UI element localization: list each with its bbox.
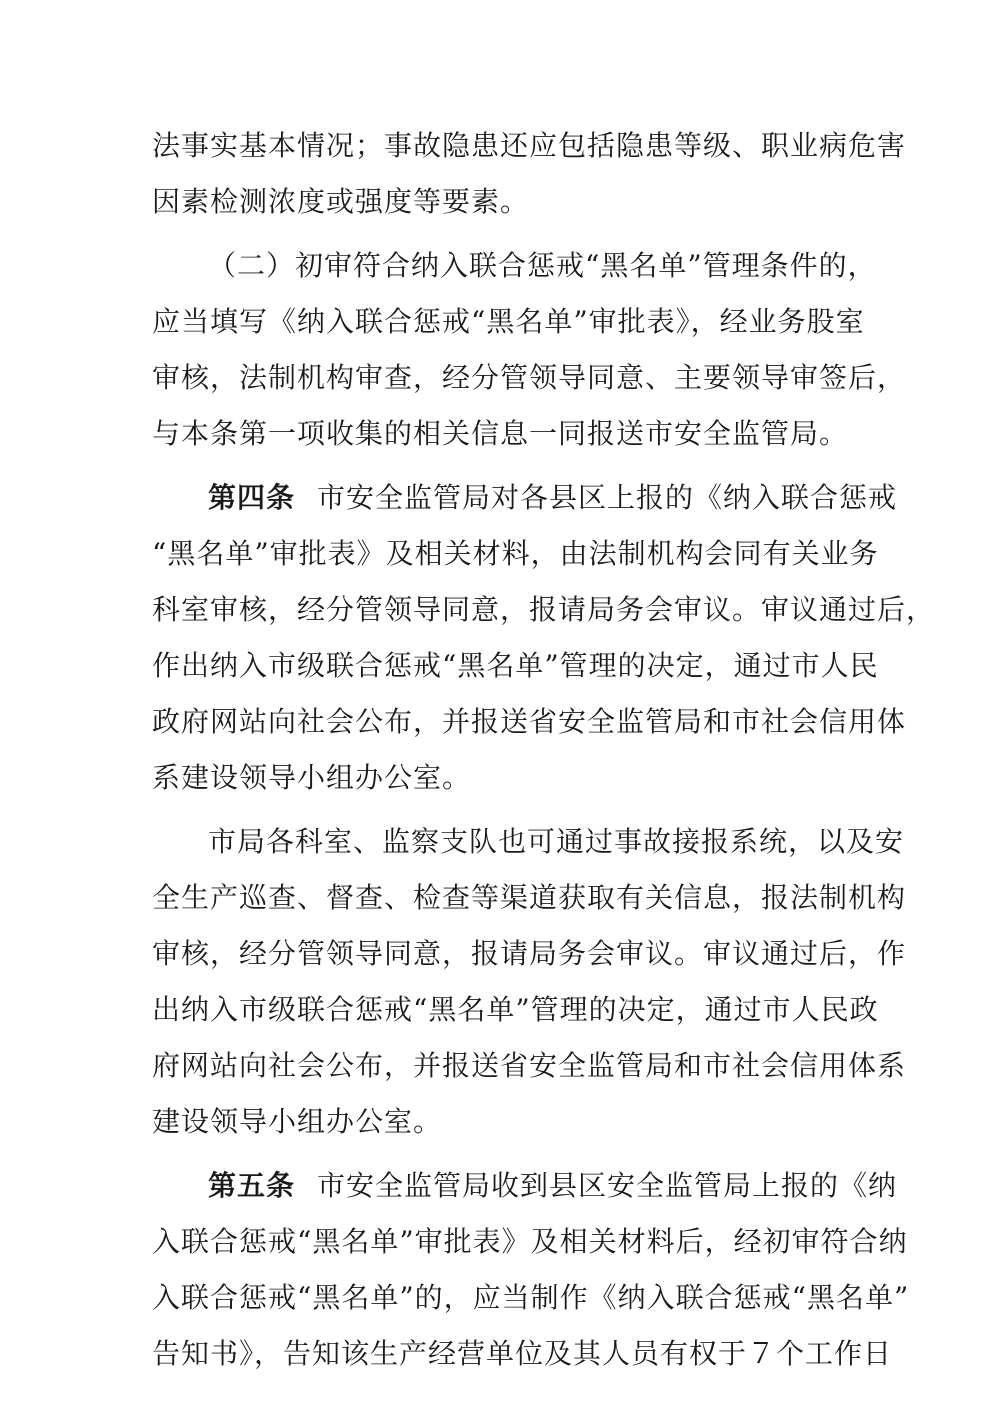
paragraph-line: 科室审核，经分管领导同意，报请局务会审议。审议通过后， xyxy=(152,593,936,626)
paragraph-line: 审核，法制机构审查，经分管领导同意、主要领导审签后， xyxy=(152,361,907,394)
paragraph-line-text: 市安全监管局收到县区安全监管局上报的《纳 xyxy=(317,1169,898,1202)
paragraph-line: 建设领导小组办公室。 xyxy=(152,1105,443,1138)
paragraph-line: 入联合惩戒“黑名单”的，应当制作《纳入联合惩戒“黑名单” xyxy=(152,1281,910,1314)
article-5-label: 第五条 xyxy=(208,1169,296,1202)
document-body xyxy=(152,118,936,1382)
paragraph-line: 审核，经分管领导同意，报请局务会审议。审议通过后，作 xyxy=(152,937,907,970)
paragraph-line: 政府网站向社会公布，并报送省安全监管局和市社会信用体 xyxy=(152,705,907,738)
article-5-first-line xyxy=(152,1158,898,1214)
paragraph-line: 全生产巡查、督查、检查等渠道获取有关信息，报法制机构 xyxy=(152,881,907,914)
paragraph-line: 市局各科室、监察支队也可通过事故接报系统，以及安 xyxy=(208,825,905,858)
paragraph-line: 系建设领导小组办公室。 xyxy=(152,761,472,794)
paragraph-line: 因素检测浓度或强度等要素。 xyxy=(152,185,530,218)
paragraph-line: 作出纳入市级联合惩戒“黑名单”管理的决定，通过市人民 xyxy=(152,649,879,682)
paragraph-line-text: 市安全监管局对各县区上报的《纳入联合惩戒 xyxy=(317,481,898,514)
paragraph-line: “黑名单”审批表》及相关材料，由法制机构会同有关业务 xyxy=(152,537,879,570)
article-4-label: 第四条 xyxy=(208,481,296,514)
paragraph-line: 法事实基本情况；事故隐患还应包括隐患等级、职业病危害 xyxy=(152,129,907,162)
paragraph-line: （二）初审符合纳入联合惩戒“黑名单”管理条件的， xyxy=(208,249,877,282)
paragraph-line: 应当填写《纳入联合惩戒“黑名单”审批表》，经业务股室 xyxy=(152,305,865,338)
paragraph-line: 入联合惩戒“黑名单”审批表》及相关材料后，经初审符合纳 xyxy=(152,1225,908,1258)
paragraph-line: 告知书》，告知该生产经营单位及其人员有权于７个工作日 xyxy=(152,1337,893,1370)
paragraph-line: 出纳入市级联合惩戒“黑名单”管理的决定，通过市人民政 xyxy=(152,993,879,1026)
article-4-first-line xyxy=(152,470,898,526)
paragraph-line: 与本条第一项收集的相关信息一同报送市安全监管局。 xyxy=(152,417,849,450)
paragraph-line: 府网站向社会公布，并报送省安全监管局和市社会信用体系 xyxy=(152,1049,907,1082)
